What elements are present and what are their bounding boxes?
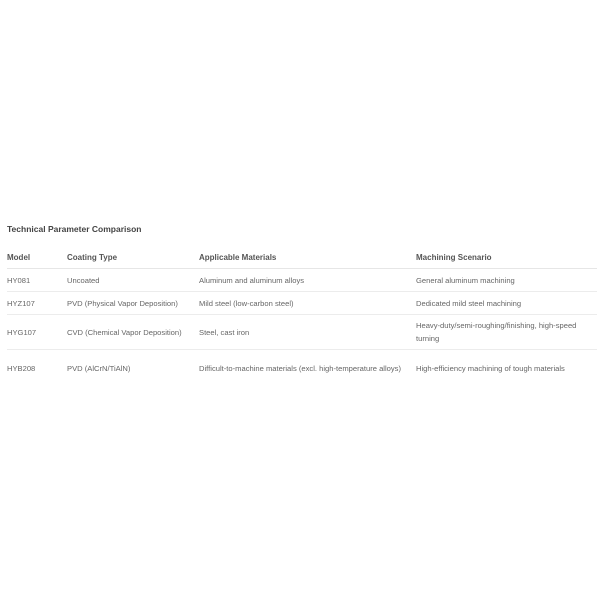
cell-applicable-materials: Mild steel (low-carbon steel) bbox=[199, 292, 416, 315]
parameter-comparison-table bbox=[7, 246, 597, 386]
section-title: Technical Parameter Comparison bbox=[7, 224, 142, 234]
header-coating-type: Coating Type bbox=[67, 246, 199, 269]
table-header-row bbox=[7, 246, 597, 269]
header-applicable-materials: Applicable Materials bbox=[199, 246, 416, 269]
cell-applicable-materials: Difficult-to-machine materials (excl. high-temperature alloys) bbox=[199, 363, 402, 373]
table-row bbox=[7, 315, 597, 350]
cell-coating-type: Uncoated bbox=[67, 269, 199, 292]
cell-model: HYG107 bbox=[7, 315, 67, 350]
technical-parameter-section bbox=[7, 222, 597, 386]
cell-model: HYZ107 bbox=[7, 292, 67, 315]
table-row bbox=[7, 292, 597, 315]
cell-machining-scenario: Heavy-duty/semi-roughing/finishing, high-speed turning bbox=[416, 315, 597, 350]
header-machining-scenario: Machining Scenario bbox=[416, 246, 597, 269]
table-row bbox=[7, 350, 597, 387]
cell-coating-type: PVD (Physical Vapor Deposition) bbox=[67, 292, 199, 315]
cell-model: HYB208 bbox=[7, 363, 36, 373]
cell-applicable-materials: Aluminum and aluminum alloys bbox=[199, 269, 416, 292]
cell-model: HY081 bbox=[7, 269, 67, 292]
cell-coating-type: PVD (AlCrN/TiAlN) bbox=[67, 363, 131, 373]
cell-applicable-materials: Steel, cast iron bbox=[199, 315, 416, 350]
cell-coating-type: CVD (Chemical Vapor Deposition) bbox=[67, 315, 199, 350]
cell-machining-scenario: General aluminum machining bbox=[416, 269, 597, 292]
cell-machining-scenario: High-efficiency machining of tough materials bbox=[416, 363, 565, 373]
cell-machining-scenario: Dedicated mild steel machining bbox=[416, 292, 597, 315]
header-model: Model bbox=[7, 246, 67, 269]
table-row bbox=[7, 269, 597, 292]
